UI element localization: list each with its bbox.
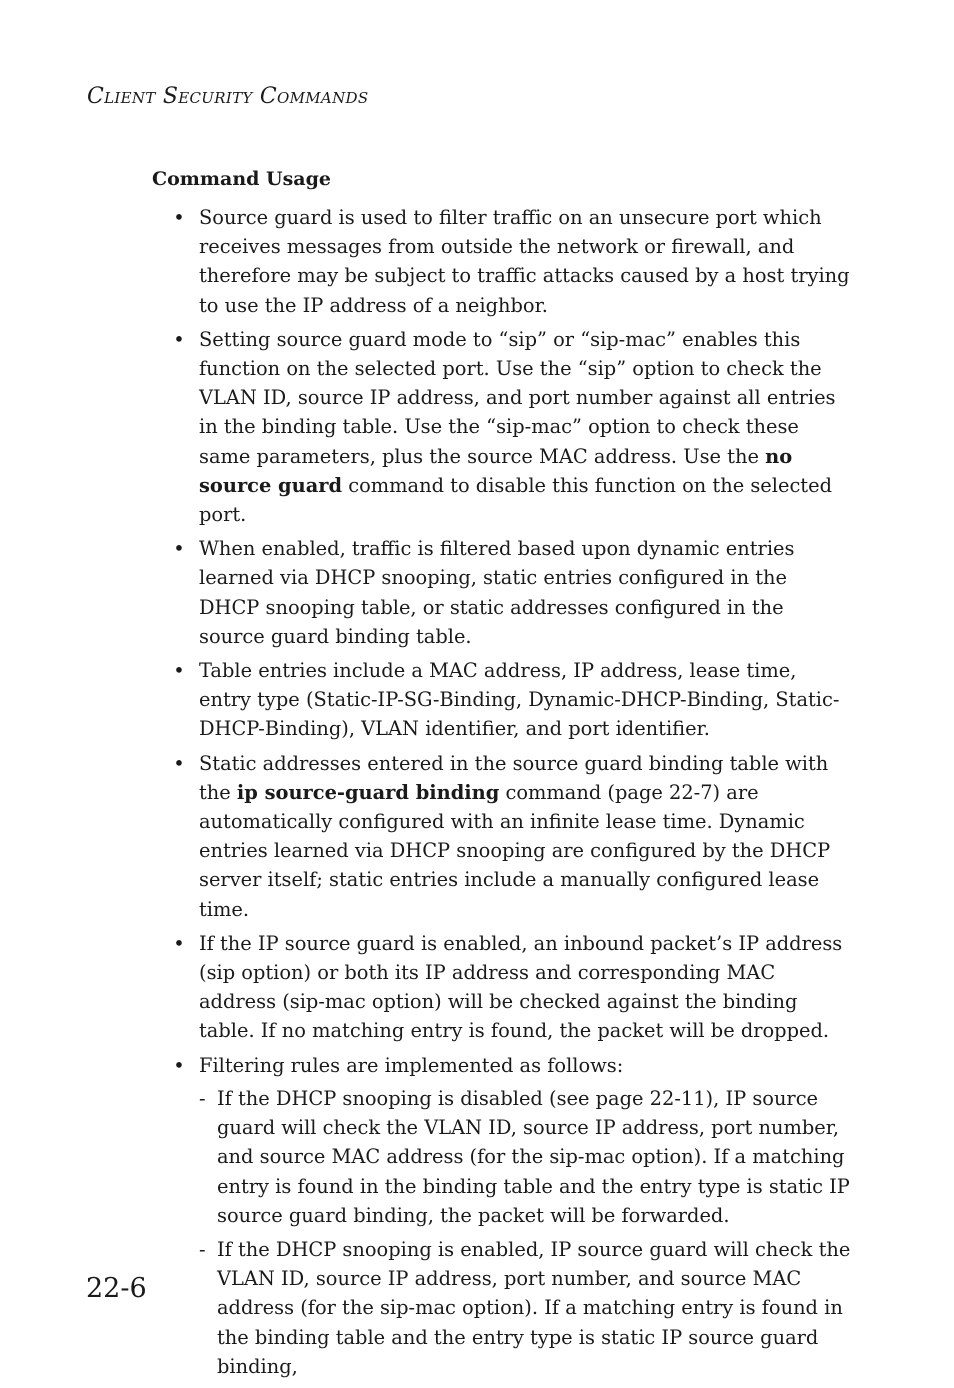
text-run: Table entries include a MAC address, IP address, lease time, entry type (Static-IP-SG-Binding, Dynamic-DHCP-Binding, Static-DHCP-Binding), VLAN identifier, and port identifier. bbox=[199, 659, 840, 741]
text-run: command to disable this function on the selected port. bbox=[199, 473, 832, 527]
text-run: Setting source guard mode to “sip” or “sip-mac” enables this function on the selected port. Use the “sip” option to check the VLAN ID, source IP address, and port number against all entries in the binding table. Use the “sip-mac” option to check these same parameters, plus the source MAC address. Use the bbox=[199, 327, 836, 468]
bullet-text bbox=[199, 328, 836, 526]
bullet-list bbox=[172, 203, 852, 1381]
bullet-marker: • bbox=[173, 327, 185, 351]
bullet-item bbox=[172, 929, 852, 1046]
bullet-marker: • bbox=[173, 659, 185, 683]
sub-item-text: If the DHCP snooping is disabled (see page 22-11), IP source guard will check the VLAN ID, source IP address, port number, and source MAC address (for the sip-mac option). If a matching entry is found in the binding table and the entry type is static IP source guard binding, the packet will be forwarded. bbox=[217, 1086, 850, 1227]
sub-item-text: If the DHCP snooping is enabled, IP source guard will check the VLAN ID, source IP address, port number, and source MAC address (for the sip-mac option). If a matching entry is found in the binding table and the entry type is static IP source guard binding, bbox=[217, 1237, 851, 1378]
text-run: Source guard is used to filter traffic on an unsecure port which receives messages from outside the network or firewall, and therefore may be subject to traffic attacks caused by a host trying to use the IP address of a neighbor. bbox=[199, 206, 850, 317]
sub-item bbox=[199, 1084, 852, 1230]
running-head-word: SECURITY bbox=[162, 84, 253, 109]
dash-marker: - bbox=[199, 1086, 206, 1110]
bullet-text bbox=[199, 659, 839, 740]
bullet-item bbox=[172, 1051, 852, 1381]
running-head-word: CLIENT bbox=[87, 84, 156, 109]
section-title: Command Usage bbox=[152, 168, 331, 190]
page-number: 22-6 bbox=[86, 1273, 147, 1304]
text-run: Filtering rules are implemented as follows: bbox=[199, 1053, 624, 1077]
bullet-marker: • bbox=[173, 1053, 185, 1077]
text-run: command (page 22-7) are automatically configured with an infinite lease time. Dynamic entries learned via DHCP snooping are configured by the DHCP server itself; static entries include a manually configured lease time. bbox=[199, 780, 831, 921]
bullet-marker: • bbox=[173, 751, 185, 775]
bullet-item bbox=[172, 656, 852, 744]
sub-item bbox=[199, 1235, 852, 1381]
bullet-text bbox=[199, 932, 842, 1043]
running-head-word: COMMANDS bbox=[259, 84, 369, 109]
running-head bbox=[87, 84, 368, 109]
bullet-text bbox=[199, 537, 794, 648]
bullet-text bbox=[199, 206, 850, 317]
text-run: Static addresses entered in the source guard binding table with the bbox=[199, 751, 829, 804]
bullet-item bbox=[172, 325, 852, 529]
bullet-text bbox=[199, 752, 830, 921]
command-name: no source guard bbox=[199, 444, 793, 497]
text-run: If the IP source guard is enabled, an inbound packet’s IP address (sip option) or both its IP address and corresponding MAC address (sip-mac option) will be checked against the binding table. If no matching entry is found, the packet will be dropped. bbox=[199, 931, 843, 1043]
bullet-marker: • bbox=[173, 537, 185, 561]
bullet-item bbox=[172, 749, 852, 924]
bullet-marker: • bbox=[173, 931, 185, 955]
dash-marker: - bbox=[199, 1237, 206, 1261]
sub-list bbox=[199, 1084, 852, 1381]
text-run: When enabled, traffic is filtered based upon dynamic entries learned via DHCP snooping, static entries configured in the DHCP snooping table, or static addresses configured in the source guard binding table. bbox=[199, 537, 795, 648]
bullet-item bbox=[172, 534, 852, 651]
bullet-text bbox=[199, 1054, 623, 1077]
bullet-item bbox=[172, 203, 852, 320]
command-name: ip source-guard binding bbox=[236, 780, 500, 804]
content-body bbox=[172, 203, 852, 1386]
bullet-marker: • bbox=[173, 206, 185, 229]
